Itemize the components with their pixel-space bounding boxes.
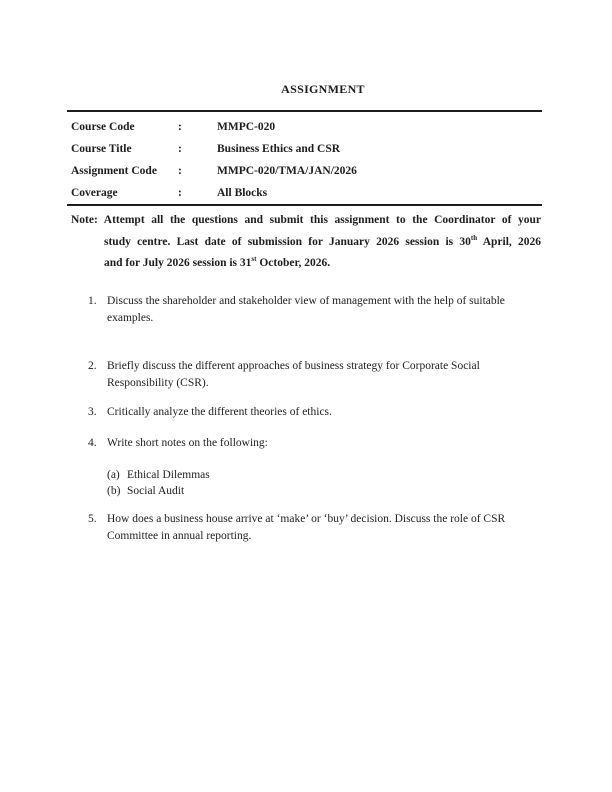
question-item-2	[71, 358, 547, 392]
row-value: MMPC-020	[217, 121, 276, 133]
question-number: 3.	[88, 406, 97, 418]
row-separator: :	[178, 187, 182, 199]
note-section	[71, 210, 541, 275]
note-line-2	[104, 232, 541, 254]
question-number: 1.	[88, 295, 97, 307]
question-item-4	[71, 435, 547, 452]
table-row-coverage	[67, 182, 542, 204]
subquestion-item-b	[107, 483, 547, 499]
note-line-3	[104, 253, 541, 275]
note-text: Attempt all the questions and submit this assignment to the Coordinator of your	[103, 214, 541, 226]
note-text: April, 2026	[477, 235, 541, 248]
ordinal-superscript: st	[251, 255, 257, 264]
note-line-1	[71, 210, 541, 232]
subquestion-list	[71, 467, 547, 499]
document-title: ASSIGNMENT	[281, 82, 365, 96]
row-value: Business Ethics and CSR	[217, 143, 341, 155]
question-number: 4.	[88, 437, 97, 449]
subquestion-label: (b)	[107, 485, 121, 497]
question-item-3	[71, 404, 547, 421]
row-separator: :	[178, 165, 182, 177]
questions-list	[71, 293, 547, 545]
table-row-course-code	[67, 116, 542, 138]
row-label: Course Code	[71, 121, 135, 133]
question-number: 5.	[88, 513, 97, 525]
question-text: Critically analyze the different theories of ethics.	[107, 406, 332, 418]
row-separator: :	[178, 121, 182, 133]
row-separator: :	[178, 143, 182, 155]
question-item-5	[71, 511, 547, 545]
question-text: How does a business house arrive at ‘make’ or ‘buy’ decision. Discuss the role of CSR Committee in annual reporting.	[107, 513, 506, 542]
note-text: study centre. Last date of submission for January 2026 session is 30	[104, 235, 471, 248]
subquestion-text: Social Audit	[127, 485, 185, 497]
note-text: and for July 2026 session is 31	[104, 257, 252, 269]
question-text: Write short notes on the following:	[107, 437, 268, 449]
note-label: Note:	[71, 214, 98, 226]
subquestion-text: Ethical Dilemmas	[127, 469, 210, 481]
subquestion-item-a	[107, 467, 547, 483]
subquestion-label: (a)	[107, 469, 120, 481]
table-row-assignment-code	[67, 160, 542, 182]
row-label: Assignment Code	[71, 165, 157, 177]
question-text: Briefly discuss the different approaches of business strategy for Corporate Social Responsibility (CSR).	[107, 360, 480, 389]
course-info-table	[67, 110, 542, 206]
question-number: 2.	[88, 360, 97, 372]
row-value: MMPC-020/TMA/JAN/2026	[217, 165, 357, 177]
row-label: Coverage	[71, 187, 118, 199]
note-text: October, 2026.	[256, 257, 331, 269]
row-label: Course Title	[71, 143, 132, 155]
table-row-course-title	[67, 138, 542, 160]
question-text: Discuss the shareholder and stakeholder view of management with the help of suitable examples.	[107, 295, 505, 324]
ordinal-superscript: th	[470, 233, 478, 242]
question-item-1	[71, 293, 547, 327]
row-value: All Blocks	[217, 187, 268, 199]
